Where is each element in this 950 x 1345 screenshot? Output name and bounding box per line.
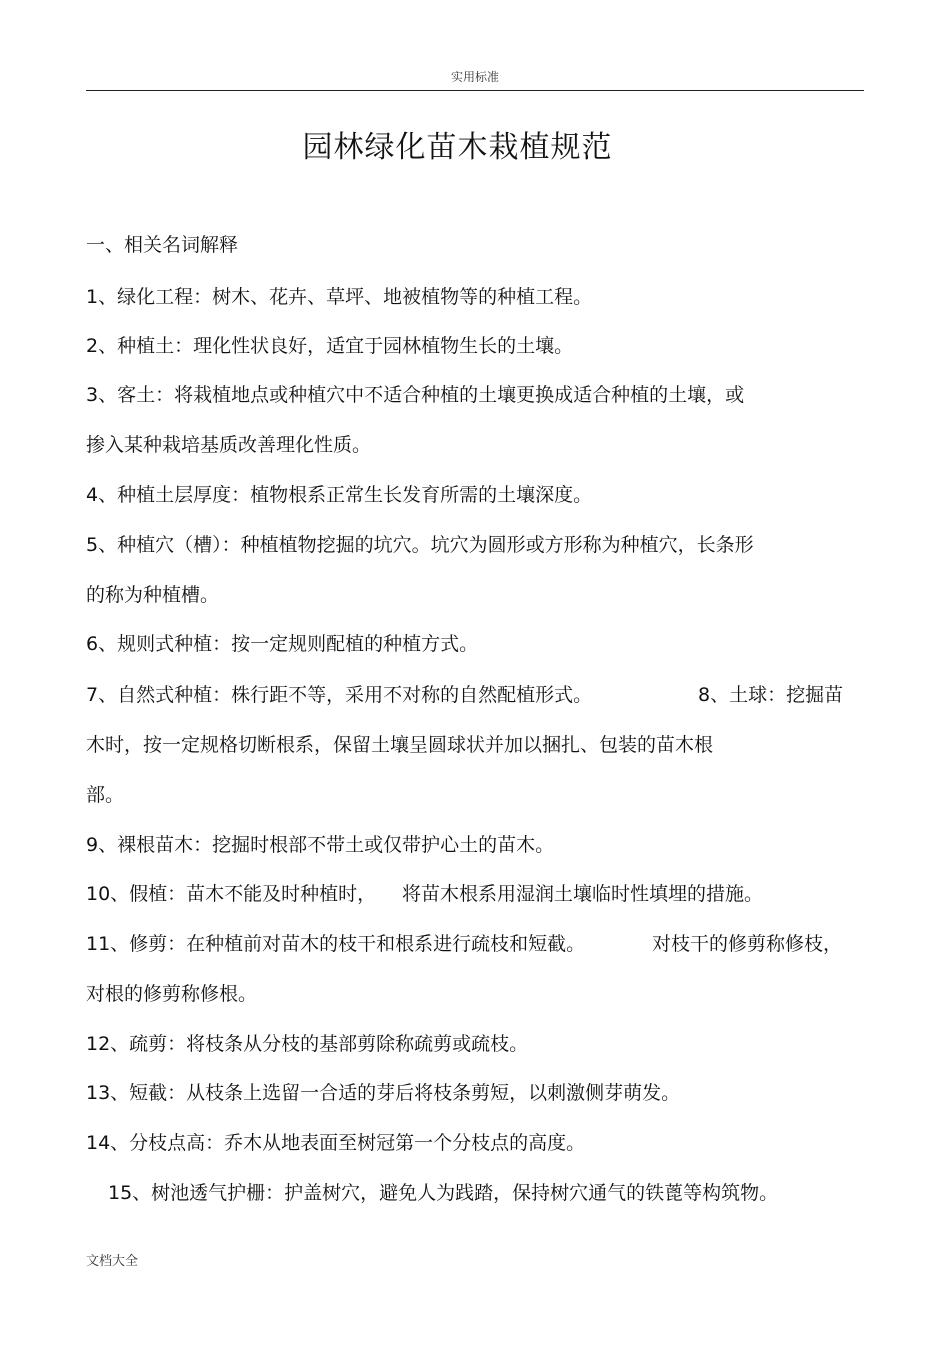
page-footer: 文档大全 [86,1254,139,1269]
definition-line: 15、树池透气护栅：护盖树穴，避免人为践踏，保持树穴通气的铁蓖等构筑物。 [108,1182,779,1204]
definition-line: 12、疏剪：将枝条从分枝的基部剪除称疏剪或疏枝。 [86,1033,529,1055]
document-title: 园林绿化苗木栽植规范 [302,130,613,165]
definition-line: 对枝干的修剪称修枝， [652,933,843,955]
definition-line: 木时，按一定规格切断根系，保留土壤呈圆球状并加以捆扎、包装的苗木根 [86,734,714,756]
definition-line: 对根的修剪称修根。 [86,983,258,1005]
definition-line: 8、土球：挖掘苗 [698,684,844,706]
page-header: 实用标准 [450,70,499,84]
definition-line: 9、裸根苗木：挖掘时根部不带土或仅带护心土的苗木。 [86,834,555,856]
definition-line: 10、假植：苗木不能及时种植时， [86,883,377,905]
header-divider [86,90,864,91]
definition-line: 11、修剪：在种植前对苗木的枝干和根系进行疏枝和短截。 [86,933,586,955]
definition-line: 5、种植穴（槽）：种植植物挖掘的坑穴。坑穴为圆形或方形称为种植穴，长条形 [86,534,754,556]
definition-line: 部。 [86,784,125,806]
definition-line: 14、分枝点高：乔木从地表面至树冠第一个分枝点的高度。 [86,1132,586,1154]
definition-line: 13、短截：从枝条上选留一合适的芽后将枝条剪短，以刺激侧芽萌发。 [86,1082,681,1104]
definition-line: 2、种植土：理化性状良好，适宜于园林植物生长的土壤。 [86,335,574,357]
definition-line: 将苗木根系用湿润土壤临时性填埋的措施。 [402,883,764,905]
definition-line: 4、种植土层厚度：植物根系正常生长发育所需的土壤深度。 [86,484,593,506]
definition-line: 3、客土：将栽植地点或种植穴中不适合种植的土壤更换成适合种植的土壤，或 [86,384,745,406]
definition-line: 1、绿化工程：树木、花卉、草坪、地被植物等的种植工程。 [86,286,593,308]
definition-line: 掺入某种栽培基质改善理化性质。 [86,434,372,456]
definition-line: 7、自然式种植：株行距不等，采用不对称的自然配植形式。 [86,684,593,706]
definition-line: 6、规则式种植：按一定规则配植的种植方式。 [86,633,479,655]
section-heading: 一、相关名词解释 [86,234,239,256]
definition-line: 的称为种植槽。 [86,584,220,606]
